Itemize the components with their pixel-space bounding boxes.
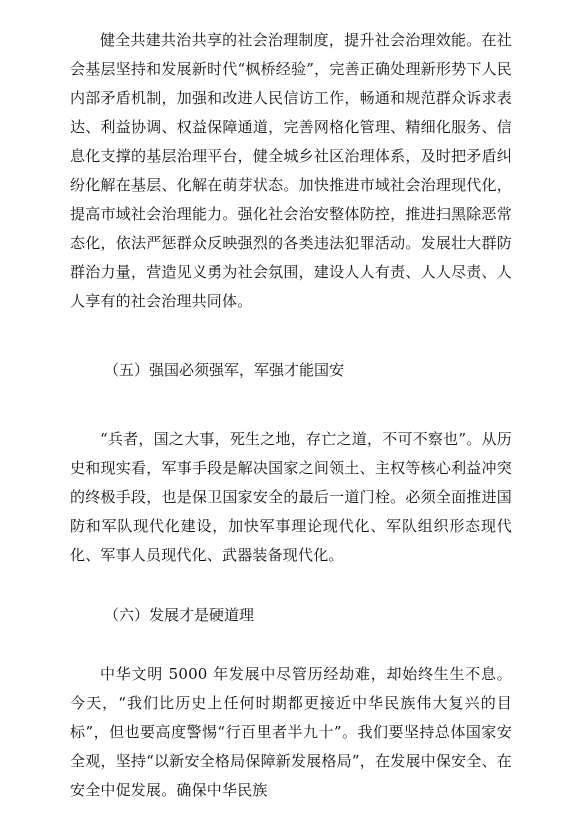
section-heading-strong-military: （五）强国必须强军，军强才能国安: [104, 361, 345, 379]
body-paragraph-military-modernization: “兵者，国之大事，死生之地，存亡之道，不可不察也”。从历史和现实看，军事手段是解决国家之间领土、主权等核心利益冲突的终极手段，也是保卫国家安全的最后一道门栓。必须全面推进国防和军队现代化建设，加快军事理论现代化、军队组织形态现代化、军事人员现代化、武器装备现代化。: [70, 430, 512, 564]
body-paragraph-development-security: 中华文明 5000 年发展中尽管历经劫难，却始终生生不息。今天，“我们比历史上任何时期都更接近中华民族伟大复兴的目标”，但也要高度警惕“行百里者半九十”。我们要坚持总体国家安全观，坚持“以新安全格局保障新发展格局”，在发展中保安全、在安全中促发展。确保中华民族: [70, 665, 512, 799]
section-heading-development: （六）发展才是硬道理: [104, 606, 255, 624]
body-paragraph-social-governance: 健全共建共治共享的社会治理制度，提升社会治理效能。在社会基层坚持和发展新时代“枫桥经验”，完善正确处理新形势下人民内部矛盾机制，加强和改进人民信访工作，畅通和规范群众诉求表达、利益协调、权益保障通道，完善网格化管理、精细化服务、信息化支撑的基层治理平台，健全城乡社区治理体系，及时把矛盾纠纷化解在基层、化解在萌芽状态。加快推进市域社会治理现代化，提高市域社会治理能力。强化社会治安整体防控，推进扫黑除恶常态化，依法严惩群众反映强烈的各类违法犯罪活动。发展壮大群防群治力量，营造见义勇为社会氛围，建设人人有责、人人尽责、人人享有的社会治理共同体。: [70, 31, 512, 310]
